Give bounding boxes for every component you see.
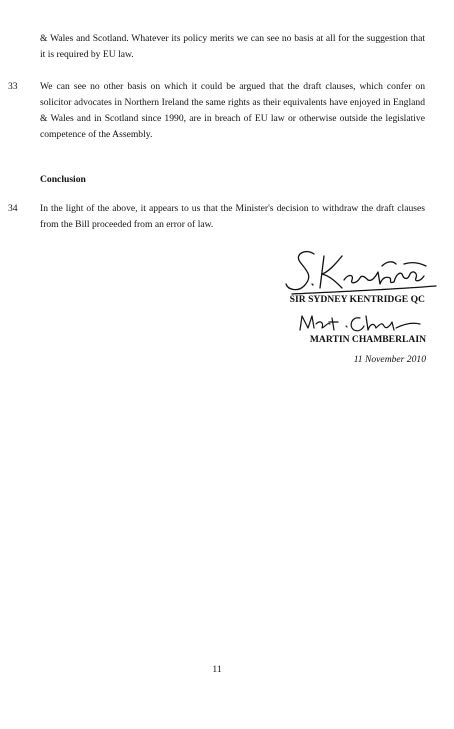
conclusion-heading: Conclusion: [40, 174, 86, 185]
kentridge-signature: [284, 244, 440, 296]
chamberlain-signature: [296, 310, 426, 336]
page-number: 11: [212, 664, 222, 675]
document-date: 11 November 2010: [353, 354, 426, 365]
paragraph-text: In the light of the above, it appears to us that the Minister's decision to withdraw the draft clauses from the Bill proceeded from an error of law.: [40, 203, 425, 230]
continuation-paragraph: & Wales and Scotland. Whatever its policy merits we can see no basis at all for the suggestion that it is required by EU law.: [40, 33, 425, 60]
paragraph-number: 33: [8, 81, 18, 92]
paragraph-text: We can see no other basis on which it could be argued that the draft clauses, which confer on solicitor advocates in Northern Ireland the same rights as their equivalents have enjoyed in England & Wales and in Scotland since 1990, are in breach of EU law or otherwise outside the legislative competence of the Assembly.: [40, 81, 425, 140]
signatory-name: MARTIN CHAMBERLAIN: [309, 334, 426, 345]
paragraph-number: 34: [8, 203, 18, 214]
signatory-name: SIR SYDNEY KENTRIDGE QC: [289, 294, 425, 305]
